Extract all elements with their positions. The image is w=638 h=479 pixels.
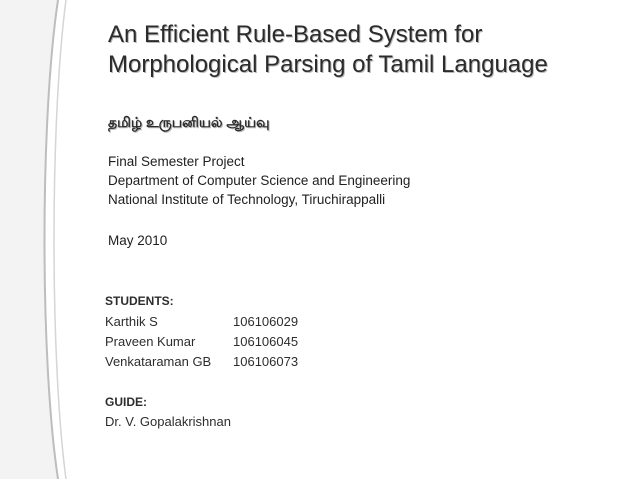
student-row [105, 354, 298, 374]
slide-title [108, 20, 548, 80]
project-info-line-1: Final Semester Project [108, 154, 245, 169]
student-row [105, 314, 298, 334]
project-info-line-2: Department of Computer Science and Engineering [108, 173, 411, 188]
project-info [108, 152, 410, 209]
student-id: 106106029 [233, 314, 299, 329]
project-date: May 2010 [108, 233, 168, 248]
student-name: Venkataraman GB [105, 354, 212, 369]
tamil-subtitle: தமிழ் உருபனியல் ஆய்வு [108, 114, 270, 130]
guide-heading: GUIDE: [105, 395, 147, 409]
title-line-1: An Efficient Rule-Based System for [108, 21, 483, 48]
student-row [105, 334, 298, 354]
guide-name: Dr. V. Gopalakrishnan [105, 414, 231, 429]
decorative-curve [0, 0, 80, 479]
student-id: 106106045 [233, 334, 299, 349]
title-line-2: Morphological Parsing of Tamil Language [108, 51, 548, 78]
student-name: Karthik S [105, 314, 158, 329]
student-id: 106106073 [233, 354, 299, 369]
students-heading: STUDENTS: [105, 294, 174, 308]
project-info-line-3: National Institute of Technology, Tiruchirappalli [108, 192, 386, 207]
student-name: Praveen Kumar [105, 334, 196, 349]
students-list [105, 314, 298, 374]
